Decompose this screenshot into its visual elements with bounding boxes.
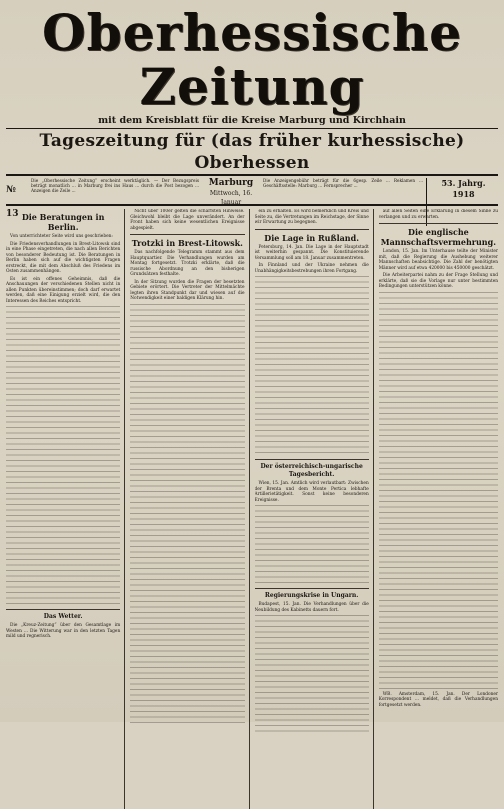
section-divider [379,223,498,224]
article-heading: Trotzki in Brest-Litowsk. [131,238,243,248]
article-paragraph: Die „Kreuz-Zeitung“ über den Gesamtlage im Westen ... Die Witterung war in den letzten Tagen mild und regnerisch. [6,623,121,639]
column-4 [379,209,498,809]
text-body-filler [255,615,369,735]
article-heading: Die Lage in Rußland. [264,232,359,243]
text-body-filler [255,276,369,456]
article-heading: Die englische Mannschaftsvermehrung. [380,227,496,247]
article-paragraph: Die Friedensverhandlungen in Brest-Litowsk sind in eine Phase eingetreten, die nach allen Berichten von besonderer Bedeutung ist. Die Beratungen in Berlin haben sich auf die wichtigsten Fragen erstreckt, die mit dem Abschluß des Friedens im Osten zusammenhängen. [6,241,121,274]
article-paragraph: Wien, 15. Jan. Amtlich wird verlautbart: Zwischen der Brenta und dem Monte Pertica lebhafte Artillerietätigkeit. Sonst keine besonderen Ereignisse. [254,481,369,503]
article-paragraph: Nicht über 100er gelten die schärfsten Hinweise. Gleichwohl bleibt die Lage unverändert. An der Front haben sich keine wesentlichen Ereignisse abgespielt. [130,209,245,231]
text-body-filler [130,304,244,724]
article-heading: Der österreichisch-ungarische Tagesbericht. [260,463,363,478]
masthead-subtitle: mit dem Kreisblatt für die Kreise Marburg und Kirchhain [98,115,406,126]
article-paragraph: auf allen Seiten eine Erklärung in diesem Sinne zu verlangen und zu erwarten. [378,209,498,220]
masthead-divider [6,128,498,129]
article-paragraph: London, 15. Jan. Im Unterhause teilte der Minister mit, daß die Regierung die Aushebung weiterer Mannschaften beabsichtige. Die Zahl der benötigten Männer wird auf etwa 420000 bis 450000 geschätzt. [378,249,498,271]
article-paragraph: Von unterrichteter Seite wird uns geschrieben: [10,234,113,239]
text-body-filler [6,306,120,606]
subscription-notice: Die „Oberhessische Zeitung“ erscheint werktäglich. — Der Bezugspreis beträgt monatlich ... in Marburg frei ins Haus ... durch die Post bezogen ... Anzeigen die Zeile ... [31,178,199,193]
article-paragraph: Petersburg, 14. Jan. Die Lage in der Hauptstadt ist weiterhin gespannt. Die Konstituierende Versammlung soll am 18. Januar zusammentreten. [254,244,369,261]
section-divider [6,609,120,610]
article-heading: Regierungskrise in Ungarn. [264,592,359,599]
section-divider [130,234,244,235]
article-paragraph: Es ist ein offenes Geheimnis, daß die Anschauungen der verschiedenen Stellen nicht in allen Punkten übereinstimmen; doch darf erwartet werden, daß eine Einigung erzielt wird, die den Interessen des Reiches entspricht. [6,276,121,304]
masthead-tagline: Tageszeitung für (das früher kurhessische) Oberhessen [39,131,465,173]
advertising-notice: Die Anzeigengebühr beträgt für die 6gesp. Zeile ... Reklamen ... Geschäftsstelle: Marburg ... Fernsprecher ... [263,178,423,188]
article-paragraph: Das nachfolgende Telegramm stammt aus dem Hauptquartier. Die Verhandlungen wurden am Montag fortgesetzt. Trotzki erklärte, daß die russische Abordnung an den bisherigen Grundsätzen festhalte. [130,250,245,277]
article-heading: Das Wetter. [43,613,83,620]
section-divider [255,588,369,589]
article-paragraph: WB. Amsterdam, 15. Jan. Der Londoner Korrespondent ... meldet, daß die Verhandlungen fortgesetzt werden. [378,691,498,708]
volume-year-value: 1918 [452,189,475,199]
column-3 [255,209,374,809]
issue-number: № 13 [6,185,19,219]
article-paragraph: In Finnland und der Ukraine nehmen die Unabhängigkeitsbestrebungen ihren Fortgang. [254,263,369,274]
issue-date: Mittwoch, 16. Januar [209,190,253,206]
article-paragraph: In der Sitzung wurden die Fragen der besetzten Gebiete erörtert. Die Vertreter der Mittelmächte legten ihren Standpunkt dar und wiesen auf die Notwendigkeit einer baldigen Klärung hin. [130,279,245,301]
article-columns [6,209,498,809]
section-divider [255,229,369,230]
text-body-filler [255,505,369,585]
article-paragraph: Die Arbeiterpartei nahm zu der Frage Stellung und erklärte, daß sie die Vorlage nur unter bestimmten Bedingungen unterstützen könne. [378,273,498,289]
article-paragraph: ein zu erhalten. Es wird bemerklich und Kreis und Seite zu, die Vertretungen im Reichstage, der Sinne wir Erwartung zu begegnen. [254,209,369,225]
section-divider [255,459,369,460]
text-body-filler [379,292,498,692]
volume-label: 53. Jahrg. [441,178,486,188]
issue-place: Marburg [208,178,254,188]
column-2 [130,209,249,809]
column-1 [6,209,125,809]
article-heading: Die Beratungen in Berlin. [21,212,105,232]
article-paragraph: Budapest, 15. Jan. Die Verhandlungen über die Neubildung des Kabinetts dauern fort. [254,602,369,613]
masthead-title: Oberhessische Zeitung [42,3,462,116]
